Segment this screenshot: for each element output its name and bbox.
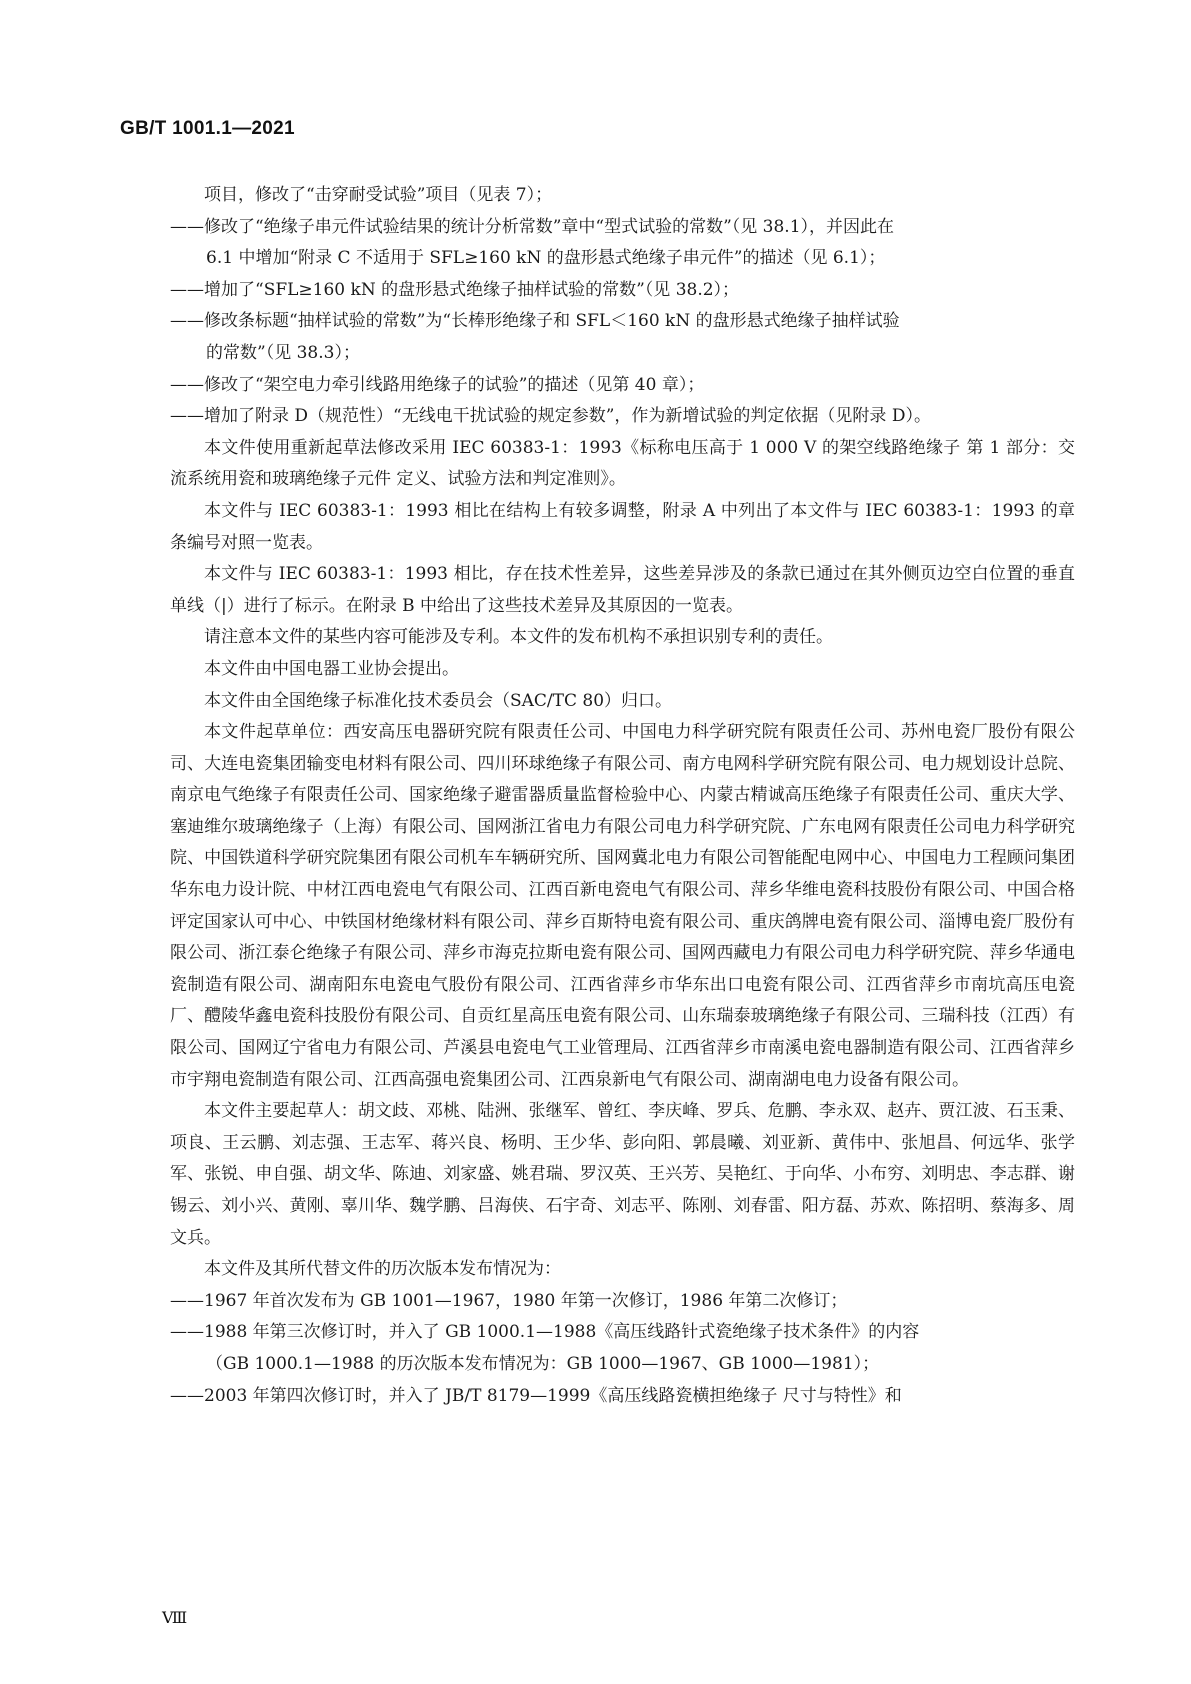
dash-list-item-continuation: （GB 1000.1—1988 的历次版本发布情况为：GB 1000—1967、GB 1000—1981）； — [206, 1353, 880, 1374]
dash-list-item: ——修改了“架空电力牵引线路用绝缘子的试验”的描述（见第 40 章）； — [170, 374, 705, 395]
dash-list-item: ——修改条标题“抽样试验的常数”为“长棒形绝缘子和 SFL＜160 kN 的盘形悬式绝缘子抽样试验 — [170, 311, 900, 332]
dash-list-item: ——2003 年第四次修订时，并入了 JB/T 8179—1999《高压线路瓷横担绝缘子 尺寸与特性》和 — [170, 1385, 902, 1406]
paragraph-version-history-intro: 本文件及其所代替文件的历次版本发布情况为： — [204, 1259, 561, 1280]
paragraph-adoption-statement: 本文件使用重新起草法修改采用 IEC 60383-1：1993《标称电压高于 1 000 V 的架空线路绝缘子 第 1 部分：交流系统用瓷和玻璃绝缘子元件 定义、试验方法和判定准则》。 — [170, 437, 1075, 490]
paragraph-patent-notice: 请注意本文件的某些内容可能涉及专利。本文件的发布机构不承担识别专利的责任。 — [204, 627, 833, 648]
paragraph-structure-note: 本文件与 IEC 60383-1：1993 相比在结构上有较多调整，附录 A 中列出了本文件与 IEC 60383-1：1993 的章条编号对照一览表。 — [170, 500, 1075, 553]
dash-list-item: ——1988 年第三次修订时，并入了 GB 1000.1—1988《高压线路针式瓷绝缘子技术条件》的内容 — [170, 1322, 920, 1343]
paragraph-proposer: 本文件由中国电器工业协会提出。 — [204, 658, 459, 679]
dash-list-item-continuation: 6.1 中增加“附录 C 不适用于 SFL≥160 kN 的盘形悬式绝缘子串元件”的描述（见 6.1）； — [206, 248, 886, 269]
page-number: Ⅷ — [162, 1610, 187, 1627]
dash-list-item: ——增加了附录 D（规范性）“无线电干扰试验的规定参数”，作为新增试验的判定依据（见附录 D）。 — [170, 406, 931, 427]
paragraph-committee: 本文件由全国绝缘子标准化技术委员会（SAC/TC 80）归口。 — [204, 690, 673, 711]
paragraph-technical-differences: 本文件与 IEC 60383-1：1993 相比，存在技术性差异，这些差异涉及的条款已通过在其外侧页边空白位置的垂直单线（|）进行了标示。在附录 B 中给出了这些技术差异及其原因的一览表。 — [170, 564, 1075, 616]
dash-list-item: ——修改了“绝缘子串元件试验结果的统计分析常数”章中“型式试验的常数”（见 38.1），并因此在 — [170, 216, 895, 237]
document-body — [170, 180, 1075, 1412]
dash-list-item: ——增加了“SFL≥160 kN 的盘形悬式绝缘子抽样试验的常数”（见 38.2）； — [170, 279, 740, 300]
body-line: 项目，修改了“击穿耐受试验”项目（见表 7）； — [204, 185, 553, 205]
dash-list-item-continuation: 的常数”（见 38.3）； — [206, 342, 360, 363]
paragraph-drafters: 本文件主要起草人：胡文歧、邓桃、陆洲、张继军、曾红、李庆峰、罗兵、危鹏、李永双、赵卉、贾江波、石玉秉、项良、王云鹏、刘志强、王志军、蒋兴良、杨明、王少华、彭向阳、郭晨曦、刘亚新、黄伟中、张旭昌、何远华、张学军、张锐、申自强、胡文华、陈迪、刘家盛、姚君瑞、罗汉英、王兴芳、吴艳红、于向华、小布穷、刘明忠、李志群、谢锡云、刘小兴、黄刚、辜川华、魏学鹏、吕海侠、石宇奇、刘志平、陈刚、刘春雷、阳方磊、苏欢、陈招明、蔡海多、周文兵。 — [170, 1101, 1075, 1248]
dash-list-item: ——1967 年首次发布为 GB 1001—1967，1980 年第一次修订，1986 年第二次修订； — [170, 1290, 848, 1311]
document-standard-number: GB/T 1001.1—2021 — [120, 118, 295, 139]
paragraph-drafting-organizations: 本文件起草单位：西安高压电器研究院有限责任公司、中国电力科学研究院有限责任公司、苏州电瓷厂股份有限公司、大连电瓷集团输变电材料有限公司、四川环球绝缘子有限公司、南方电网科学研究院有限公司、电力规划设计总院、南京电气绝缘子有限责任公司、国家绝缘子避雷器质量监督检验中心、内蒙古精诚高压绝缘子有限责任公司、重庆大学、塞迪维尔玻璃绝缘子（上海）有限公司、国网浙江省电力有限公司电力科学研究院、广东电网有限责任公司电力科学研究院、中国铁道科学研究院集团有限公司机车车辆研究所、国网冀北电力有限公司智能配电网中心、中国电力工程顾问集团华东电力设计院、中材江西电瓷电气有限公司、江西百新电瓷电气有限公司、萍乡华维电瓷科技股份有限公司、中国合格评定国家认可中心、中铁国材绝缘材料有限公司、萍乡百斯特电瓷有限公司、重庆鸽牌电瓷有限公司、淄博电瓷厂股份有限公司、浙江泰仑绝缘子有限公司、萍乡市海克拉斯电瓷有限公司、国网西藏电力有限公司电力科学研究院、萍乡华通电瓷制造有限公司、湖南阳东电瓷电气股份有限公司、江西省萍乡市华东出口电瓷有限公司、江西省萍乡市南坑高压电瓷厂、醴陵华鑫电瓷科技股份有限公司、自贡红星高压电瓷有限公司、山东瑞泰玻璃绝缘子有限公司、三瑞科技（江西）有限公司、国网辽宁省电力有限公司、芦溪县电瓷电气工业管理局、江西省萍乡市南溪电瓷电器制造有限公司、江西省萍乡市宇翔电瓷制造有限公司、江西高强电瓷集团公司、江西泉新电气有限公司、湖南湖电电力设备有限公司。 — [170, 722, 1075, 1090]
